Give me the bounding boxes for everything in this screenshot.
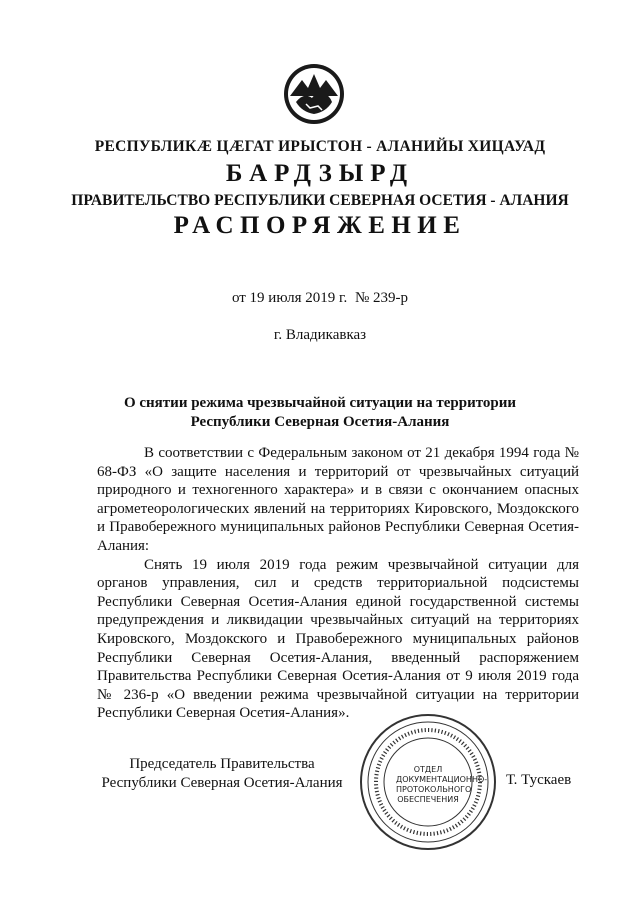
document-body	[97, 444, 579, 723]
document-date-line	[0, 290, 640, 307]
document-title-line2: Республики Северная Осетия-Алания	[190, 414, 450, 430]
signatory-role-line2: Республики Северная Осетия-Алания	[101, 775, 343, 791]
body-paragraph-2: Снять 19 июля 2019 года режим чрезвычайной ситуации для органов управления, сил и средств территориальной подсистемы Республики Северная Осетия-Алания единой государственной системы предупреждения и ликвидации чрезвычайных ситуаций на территориях Кировского, Моздокского и Правобережного муниципальных районов Республики Северная Осетия-Алания, введенный распоряжением Правительства Республики Северная Осетия-Алания от 9 июля 2019 года № 236-р «О введении режима чрезвычайной ситуации на территории Республики Северная Осетия-Алания».	[97, 556, 579, 722]
signatory-role	[92, 755, 352, 793]
header-rasporyazhenie: РАСПОРЯЖЕНИЕ	[173, 212, 467, 239]
document-city: г. Владикавказ	[273, 327, 367, 343]
header-ossetian-line: РЕСПУБЛИКÆ ЦÆГАТ ИРЫСТОН - АЛАНИЙЫ ХИЦАУАД	[94, 138, 546, 155]
stamp-center-text: ОТДЕЛ ДОКУМЕНТАЦИОННО- ПРОТОКОЛЬНОГО ОБЕСПЕЧЕНИЯ	[396, 765, 488, 804]
document-number: № 239-р	[355, 290, 409, 306]
body-paragraph-1: В соответствии с Федеральным законом от 21 декабря 1994 года № 68-ФЗ «О защите населения и территорий от чрезвычайных ситуаций природного и техногенного характера» и в связи с окончанием опасных агрометеорологических явлений на территориях Кировского, Моздокского и Правобережного муниципальных районов Республики Северная Осетия-Алания:	[97, 445, 579, 554]
document-title	[100, 394, 540, 432]
header-bardzyrd: БАРДЗЫРД	[225, 160, 415, 187]
signatory-role-line1: Председатель Правительства	[129, 756, 315, 772]
document-date: от 19 июля 2019 г.	[231, 290, 348, 306]
header-russian-line: ПРАВИТЕЛЬСТВО РЕСПУБЛИКИ СЕВЕРНАЯ ОСЕТИЯ - АЛАНИЯ	[71, 192, 569, 209]
signatory-name: Т. Тускаев	[506, 772, 572, 788]
document-title-line1: О снятии режима чрезвычайной ситуации на территории	[123, 395, 517, 411]
coat-of-arms-icon	[282, 62, 346, 126]
